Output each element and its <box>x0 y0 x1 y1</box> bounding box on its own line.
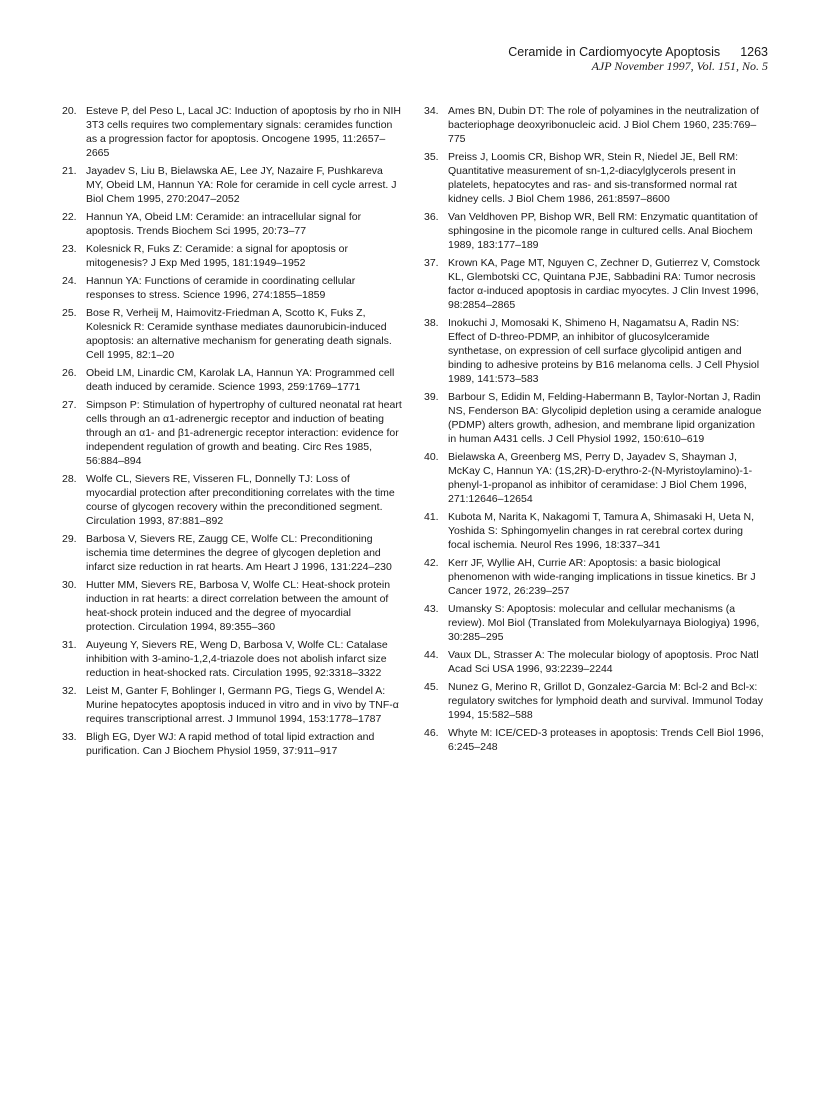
reference-item <box>62 532 402 574</box>
reference-text: Hutter MM, Sievers RE, Barbosa V, Wolfe CL: Heat-shock protein induction in rat hearts: a direct correlation between the amount of heat-shock protein induced and the degree of myocardial protection. Circulation 1994, 89:355–360 <box>86 579 391 633</box>
reference-item <box>62 164 402 206</box>
reference-text: Jayadev S, Liu B, Bielawska AE, Lee JY, Nazaire F, Pushkareva MY, Obeid LM, Hannun YA: Role for ceramide in cell cycle arrest. J Biol Chem 1995, 270:2047–2052 <box>86 165 397 205</box>
reference-item <box>424 556 764 598</box>
reference-item <box>62 398 402 468</box>
reference-item <box>62 578 402 634</box>
reference-text: Barbour S, Edidin M, Felding-Habermann B, Taylor-Nortan J, Radin NS, Fenderson BA: Glycolipid depletion using a ceramide analogue (PDMP) alters growth, adhesion, and membrane lipid organization in human A431 cells. J Cell Physiol 1992, 150:610–619 <box>448 391 762 445</box>
reference-text: Wolfe CL, Sievers RE, Visseren FL, Donnelly TJ: Loss of myocardial protection after preconditioning correlates with the time course of glycogen recovery within the preconditioned segment. Circulation 1993, 87:881–892 <box>86 473 395 527</box>
reference-item <box>424 726 764 754</box>
reference-text: Esteve P, del Peso L, Lacal JC: Induction of apoptosis by rho in NIH 3T3 cells requires two complementary signals: ceramides function as a progression factor for apoptosis. Oncogene 1995, 11:2657–2665 <box>86 105 401 159</box>
reference-text: Nunez G, Merino R, Grillot D, Gonzalez-Garcia M: Bcl-2 and Bcl-x: regulatory switches for lymphoid death and survival. Immunol Today 1994, 15:582–588 <box>448 681 763 721</box>
reference-text: Barbosa V, Sievers RE, Zaugg CE, Wolfe CL: Preconditioning ischemia time determines the degree of glycogen depletion and infarct size reduction in rat hearts. Am Heart J 1996, 131:224–230 <box>86 533 392 573</box>
reference-item <box>62 274 402 302</box>
reference-item <box>424 450 764 506</box>
reference-number: 30. <box>62 579 77 591</box>
reference-text: Bose R, Verheij M, Haimovitz-Friedman A, Scotto K, Fuks Z, Kolesnick R: Ceramide synthase mediates daunorubicin-induced apoptosis: an alternative mechanism for generating death signals. Cell 1995, 82:1–20 <box>86 307 392 361</box>
reference-text: Hannun YA: Functions of ceramide in coordinating cellular responses to stress. Science 1996, 274:1855–1859 <box>86 275 356 301</box>
reference-text: Bligh EG, Dyer WJ: A rapid method of total lipid extraction and purification. Can J Biochem Physiol 1959, 37:911–917 <box>86 731 375 757</box>
reference-text: Van Veldhoven PP, Bishop WR, Bell RM: Enzymatic quantitation of sphingosine in the picomole range in cultured cells. Anal Biochem 1989, 183:177–189 <box>448 211 758 251</box>
reference-number: 38. <box>424 317 439 329</box>
reference-text: Simpson P: Stimulation of hypertrophy of cultured neonatal rat heart cells through an α1-adrenergic receptor and induction of beating through an α1- and β1-adrenergic receptor interaction: evidence for independent regulation of growth and beating. Circ Res 1985, 56:884–894 <box>86 399 402 467</box>
running-header <box>508 45 768 73</box>
reference-item <box>62 242 402 270</box>
references-left-column <box>62 104 402 762</box>
reference-number: 37. <box>424 257 439 269</box>
reference-text: Kolesnick R, Fuks Z: Ceramide: a signal for apoptosis or mitogenesis? J Exp Med 1995, 181:1949–1952 <box>86 243 349 269</box>
reference-text: Hannun YA, Obeid LM: Ceramide: an intracellular signal for apoptosis. Trends Biochem Sci 1995, 20:73–77 <box>86 211 362 237</box>
reference-item <box>62 104 402 160</box>
reference-item <box>62 684 402 726</box>
reference-item <box>424 150 764 206</box>
references-right-column <box>424 104 764 758</box>
reference-number: 43. <box>424 603 439 615</box>
reference-item <box>424 104 764 146</box>
reference-item <box>424 210 764 252</box>
reference-number: 26. <box>62 367 77 379</box>
reference-text: Kubota M, Narita K, Nakagomi T, Tamura A, Shimasaki H, Ueta N, Yoshida S: Sphingomyelin changes in rat cerebral cortex during focal ischemia. Neurol Res 1996, 18:337–341 <box>448 511 754 551</box>
reference-number: 34. <box>424 105 439 117</box>
reference-text: Krown KA, Page MT, Nguyen C, Zechner D, Gutierrez V, Comstock KL, Glembotski CC, Quintana PJE, Sabbadini RA: Tumor necrosis factor α-induced apoptosis in cardiac myocytes. J Clin Invest 1996, 98:2854–2865 <box>448 257 760 311</box>
reference-item <box>424 510 764 552</box>
reference-text: Inokuchi J, Momosaki K, Shimeno H, Nagamatsu A, Radin NS: Effect of D-threo-PDMP, an inhibitor of glucosylceramide synthetase, on expression of cell surface glycolipid antigen and binding to adhesive proteins by B16 melanoma cells. J Cell Physiol 1989, 141:573–583 <box>448 317 760 385</box>
reference-number: 28. <box>62 473 77 485</box>
reference-text: Bielawska A, Greenberg MS, Perry D, Jayadev S, Shayman J, McKay C, Hannun YA: (1S,2R)-D-erythro-2-(N-Myristoylamino)-1-phenyl-1-propanol as inhibitor of ceramidase: J Biol Chem 1996, 271:12646–12654 <box>448 451 753 505</box>
reference-number: 44. <box>424 649 439 661</box>
reference-item <box>424 316 764 386</box>
reference-number: 42. <box>424 557 439 569</box>
reference-item <box>62 306 402 362</box>
reference-item <box>424 602 764 644</box>
reference-text: Obeid LM, Linardic CM, Karolak LA, Hannun YA: Programmed cell death induced by ceramide. Science 1993, 259:1769–1771 <box>86 367 395 393</box>
reference-number: 22. <box>62 211 77 223</box>
reference-text: Auyeung Y, Sievers RE, Weng D, Barbosa V, Wolfe CL: Catalase inhibition with 3-amino-1,2,4-triazole does not abolish infarct size reduction in heat-shocked rats. Circulation 1995, 92:3318–3322 <box>86 639 388 679</box>
reference-item <box>424 256 764 312</box>
reference-number: 33. <box>62 731 77 743</box>
reference-text: Whyte M: ICE/CED-3 proteases in apoptosis: Trends Cell Biol 1996, 6:245–248 <box>448 727 764 753</box>
page-number: 1263 <box>740 45 768 59</box>
reference-item <box>424 680 764 722</box>
reference-number: 45. <box>424 681 439 693</box>
reference-number: 40. <box>424 451 439 463</box>
reference-item <box>62 730 402 758</box>
reference-item <box>62 638 402 680</box>
journal-citation: AJP November 1997, Vol. 151, No. 5 <box>591 59 768 73</box>
reference-number: 23. <box>62 243 77 255</box>
reference-number: 29. <box>62 533 77 545</box>
reference-number: 39. <box>424 391 439 403</box>
reference-number: 41. <box>424 511 439 523</box>
reference-item <box>424 390 764 446</box>
reference-number: 25. <box>62 307 77 319</box>
reference-number: 24. <box>62 275 77 287</box>
reference-item <box>62 210 402 238</box>
reference-text: Ames BN, Dubin DT: The role of polyamines in the neutralization of bacteriophage deoxyribonucleic acid. J Biol Chem 1960, 235:769–775 <box>448 105 759 145</box>
reference-text: Leist M, Ganter F, Bohlinger I, Germann PG, Tiegs G, Wendel A: Murine hepatocytes apoptosis induced in vitro and in vivo by TNF-α requires transcriptional arrest. J Immunol 1994, 153:1778–1787 <box>86 685 399 725</box>
reference-number: 46. <box>424 727 439 739</box>
reference-text: Kerr JF, Wyllie AH, Currie AR: Apoptosis: a basic biological phenomenon with wide-ranging implications in tissue kinetics. Br J Cancer 1972, 26:239–257 <box>448 557 756 597</box>
reference-number: 20. <box>62 105 77 117</box>
reference-number: 27. <box>62 399 77 411</box>
header-title-line <box>508 45 768 59</box>
reference-item <box>62 472 402 528</box>
reference-number: 35. <box>424 151 439 163</box>
reference-text: Preiss J, Loomis CR, Bishop WR, Stein R, Niedel JE, Bell RM: Quantitative measurement of sn-1,2-diacylglycerols present in platelets, hepatocytes and ras- and sis-transformed normal rat kidney cells. J Biol Chem 1986, 261:8597–8600 <box>448 151 739 205</box>
reference-text: Umansky S: Apoptosis: molecular and cellular mechanisms (a review). Mol Biol (Translated from Molekulyarnaya Biologiya) 1996, 30:285–295 <box>448 603 760 643</box>
reference-number: 21. <box>62 165 77 177</box>
reference-item <box>62 366 402 394</box>
reference-text: Vaux DL, Strasser A: The molecular biology of apoptosis. Proc Natl Acad Sci USA 1996, 93:2239–2244 <box>448 649 759 675</box>
running-title: Ceramide in Cardiomyocyte Apoptosis <box>508 45 721 59</box>
reference-number: 31. <box>62 639 77 651</box>
reference-number: 32. <box>62 685 77 697</box>
reference-number: 36. <box>424 211 439 223</box>
reference-item <box>424 648 764 676</box>
